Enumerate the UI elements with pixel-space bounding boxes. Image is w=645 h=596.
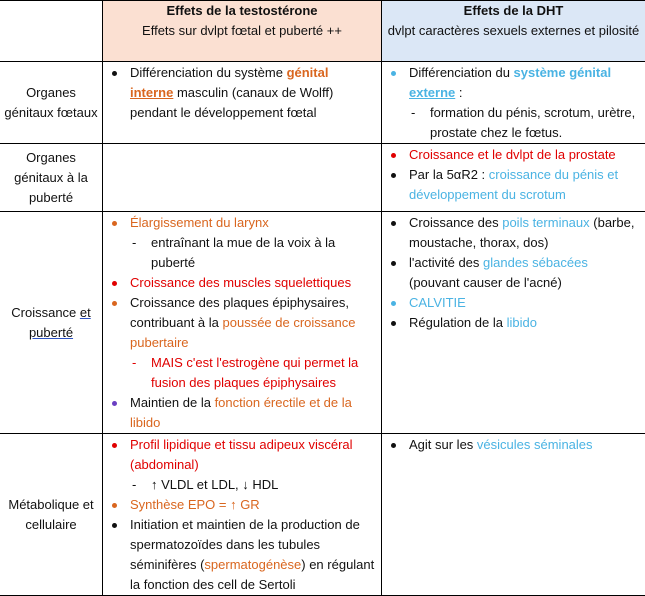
- list-subitem: - formation du pénis, scrotum, urètre, prostate chez le fœtus.: [382, 103, 645, 143]
- list-item: Croissance des poils terminaux (barbe, moustache, thorax, dos): [382, 213, 645, 253]
- row-metabolic: [0, 434, 645, 596]
- row-label-fetal: Organes génitaux fœtaux: [0, 62, 103, 144]
- list-item: Croissance et le dvlpt de la prostate: [382, 145, 645, 165]
- list-subitem: - entraînant la mue de la voix à la puberté: [103, 233, 381, 273]
- list-item: l'activité des glandes sébacées (pouvant causer de l'acné): [382, 253, 645, 293]
- header-row: [0, 1, 645, 62]
- row-puberty: [0, 144, 645, 212]
- dht-header-subtitle: dvlpt caractères sexuels externes et pilosité: [386, 21, 641, 41]
- list-item: Croissance des muscles squelettiques: [103, 273, 381, 293]
- fetal-dht-cell: [382, 62, 645, 144]
- row-label-growth: Croissance et puberté: [0, 212, 103, 434]
- list-subitem: - ↑ VLDL et LDL, ↓ HDL: [103, 475, 381, 495]
- list-item: Par la 5αR2 : croissance du pénis et développement du scrotum: [382, 165, 645, 205]
- testosterone-header-title: Effets de la testostérone: [107, 1, 377, 21]
- growth-dht-cell: [382, 212, 645, 434]
- row-growth: [0, 212, 645, 434]
- row-label-metabolic: Métabolique et cellulaire: [0, 434, 103, 596]
- list-item: Profil lipidique et tissu adipeux viscéral (abdominal): [103, 435, 381, 475]
- metabolic-testosterone-cell: [103, 434, 382, 596]
- list-item: Initiation et maintien de la production de spermatozoïdes dans les tubules séminifères (spermatogénèse) en régulant la fonction des cell de Sertoli: [103, 515, 381, 595]
- list-item: Différenciation du système génital interne masculin (canaux de Wolff) pendant le développement fœtal: [103, 63, 381, 123]
- row-fetal: [0, 62, 645, 144]
- list-item: Agit sur les vésicules séminales: [382, 435, 645, 455]
- list-item: CALVITIE: [382, 293, 645, 313]
- fetal-testosterone-cell: [103, 62, 382, 144]
- list-item: Différenciation du système génital externe :: [382, 63, 645, 103]
- dht-header: [382, 1, 645, 62]
- puberty-testosterone-cell: [103, 144, 382, 212]
- dht-header-title: Effets de la DHT: [386, 1, 641, 21]
- list-item: Régulation de la libido: [382, 313, 645, 333]
- list-item: Élargissement du larynx: [103, 213, 381, 233]
- row-label-puberty: Organes génitaux à la puberté: [0, 144, 103, 212]
- growth-testosterone-cell: [103, 212, 382, 434]
- puberty-dht-cell: [382, 144, 645, 212]
- testosterone-header-subtitle: Effets sur dvlpt fœtal et puberté ++: [107, 21, 377, 41]
- list-subitem: - MAIS c'est l'estrogène qui permet la fusion des plaques épiphysaires: [103, 353, 381, 393]
- list-item: Synthèse EPO = ↑ GR: [103, 495, 381, 515]
- list-item: Croissance des plaques épiphysaires, contribuant à la poussée de croissance pubertaire: [103, 293, 381, 353]
- metabolic-dht-cell: [382, 434, 645, 596]
- header-empty-cell: [0, 1, 103, 62]
- testosterone-header: [103, 1, 382, 62]
- list-item: Maintien de la fonction érectile et de la libido: [103, 393, 381, 433]
